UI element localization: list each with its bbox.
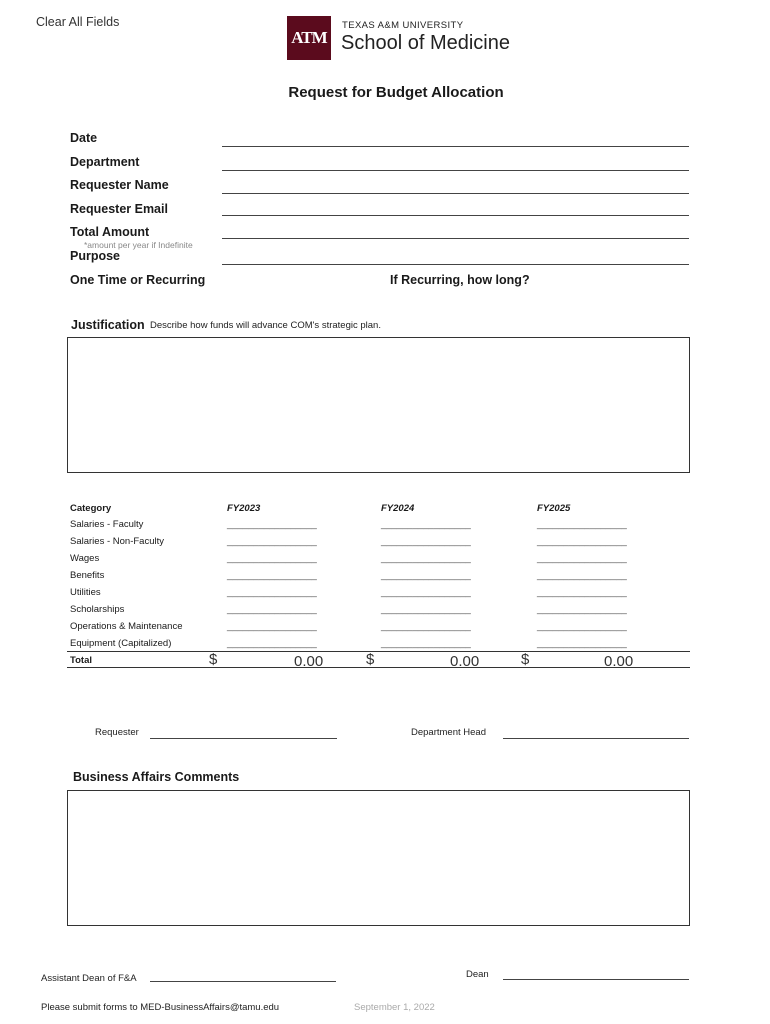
- fy2024-amount-field[interactable]: _________________: [381, 587, 471, 598]
- fy2023-amount-field[interactable]: _________________: [227, 604, 317, 615]
- justification-textarea[interactable]: [67, 337, 690, 473]
- fy2025-header: FY2025: [537, 503, 571, 514]
- fy2025-amount-field[interactable]: _________________: [537, 638, 627, 649]
- fy2024-amount-field[interactable]: _________________: [381, 621, 471, 632]
- recurring-duration-label: If Recurring, how long?: [390, 273, 530, 287]
- fy2025-amount-field[interactable]: _________________: [537, 570, 627, 581]
- category-label: Salaries - Faculty: [70, 519, 144, 530]
- fy2024-amount-field[interactable]: _________________: [381, 536, 471, 547]
- department-field[interactable]: [222, 170, 689, 171]
- category-label: Salaries - Non-Faculty: [70, 536, 164, 547]
- requester-name-label: Requester Name: [70, 178, 169, 192]
- fy2024-amount-field[interactable]: _________________: [381, 638, 471, 649]
- fy2025-amount-field[interactable]: _________________: [537, 519, 627, 530]
- fy2023-amount-field[interactable]: _________________: [227, 553, 317, 564]
- tamu-logo: ATM: [287, 16, 331, 60]
- one-time-recurring-label: One Time or Recurring: [70, 273, 206, 287]
- dean-signature-label: Dean: [466, 969, 489, 980]
- business-affairs-label: Business Affairs Comments: [73, 770, 240, 784]
- fy2023-amount-field[interactable]: _________________: [227, 536, 317, 547]
- justification-hint: Describe how funds will advance COM's strategic plan.: [150, 320, 381, 331]
- fy2024-amount-field[interactable]: _________________: [381, 570, 471, 581]
- requester-signature-label: Requester: [95, 727, 139, 738]
- requester-email-label: Requester Email: [70, 202, 168, 216]
- fy2024-amount-field[interactable]: _________________: [381, 519, 471, 530]
- justification-label: Justification: [71, 318, 145, 332]
- one-time-recurring-select[interactable]: [222, 271, 382, 287]
- purpose-label: Purpose: [70, 249, 121, 263]
- category-label: Benefits: [70, 570, 105, 581]
- date-field[interactable]: [222, 146, 689, 147]
- asst-dean-signature-label: Assistant Dean of F&A: [41, 973, 137, 984]
- fy2023-amount-field[interactable]: _________________: [227, 587, 317, 598]
- fy2025-currency: $: [521, 651, 530, 668]
- requester-signature-field[interactable]: [150, 738, 337, 739]
- total-amount-field[interactable]: [222, 238, 689, 239]
- dept-head-signature-field[interactable]: [503, 738, 689, 739]
- fy2025-amount-field[interactable]: _________________: [537, 553, 627, 564]
- fy2023-header: FY2023: [227, 503, 261, 514]
- dept-head-signature-label: Department Head: [411, 727, 486, 738]
- recurring-duration-field[interactable]: [530, 271, 690, 287]
- category-label: Wages: [70, 553, 100, 564]
- submit-instructions: Please submit forms to MED-BusinessAffairs@tamu.edu: [41, 1002, 280, 1013]
- fy2023-amount-field[interactable]: _________________: [227, 519, 317, 530]
- fy2024-currency: $: [366, 651, 375, 668]
- fy2025-amount-field[interactable]: _________________: [537, 536, 627, 547]
- category-label: Scholarships: [70, 604, 125, 615]
- purpose-field[interactable]: [222, 264, 689, 265]
- form-title: Request for Budget Allocation: [288, 84, 504, 101]
- total-amount-note: *amount per year if Indefinite: [84, 240, 193, 250]
- fy2024-amount-field[interactable]: _________________: [381, 604, 471, 615]
- business-affairs-textarea[interactable]: [67, 790, 690, 926]
- school-name: School of Medicine: [341, 32, 510, 54]
- category-label: Equipment (Capitalized): [70, 638, 172, 649]
- department-label: Department: [70, 155, 140, 169]
- clear-all-fields-button[interactable]: Clear All Fields: [36, 15, 120, 29]
- fy2023-total: 0.00: [294, 653, 324, 670]
- requester-email-field[interactable]: [222, 215, 689, 216]
- fy2023-currency: $: [209, 651, 218, 668]
- asst-dean-signature-field[interactable]: [150, 981, 336, 982]
- total-amount-label: Total Amount: [70, 225, 150, 239]
- form-date: September 1, 2022: [354, 1002, 435, 1013]
- fy2024-total: 0.00: [450, 653, 480, 670]
- total-top-rule: [67, 651, 690, 652]
- date-label: Date: [70, 131, 98, 145]
- total-bottom-rule: [67, 667, 690, 668]
- fy2024-header: FY2024: [381, 503, 415, 514]
- fy2023-amount-field[interactable]: _________________: [227, 638, 317, 649]
- fy2024-amount-field[interactable]: _________________: [381, 553, 471, 564]
- total-label: Total: [70, 655, 92, 666]
- requester-name-field[interactable]: [222, 193, 689, 194]
- fy2023-amount-field[interactable]: _________________: [227, 570, 317, 581]
- dean-signature-field[interactable]: [503, 979, 689, 980]
- fy2025-amount-field[interactable]: _________________: [537, 604, 627, 615]
- fy2025-amount-field[interactable]: _________________: [537, 621, 627, 632]
- fy2025-amount-field[interactable]: _________________: [537, 587, 627, 598]
- category-label: Utilities: [70, 587, 101, 598]
- fy2025-total: 0.00: [604, 653, 634, 670]
- university-name: TEXAS A&M UNIVERSITY: [342, 20, 464, 31]
- category-label: Operations & Maintenance: [70, 621, 183, 632]
- category-header: Category: [70, 503, 112, 514]
- fy2023-amount-field[interactable]: _________________: [227, 621, 317, 632]
